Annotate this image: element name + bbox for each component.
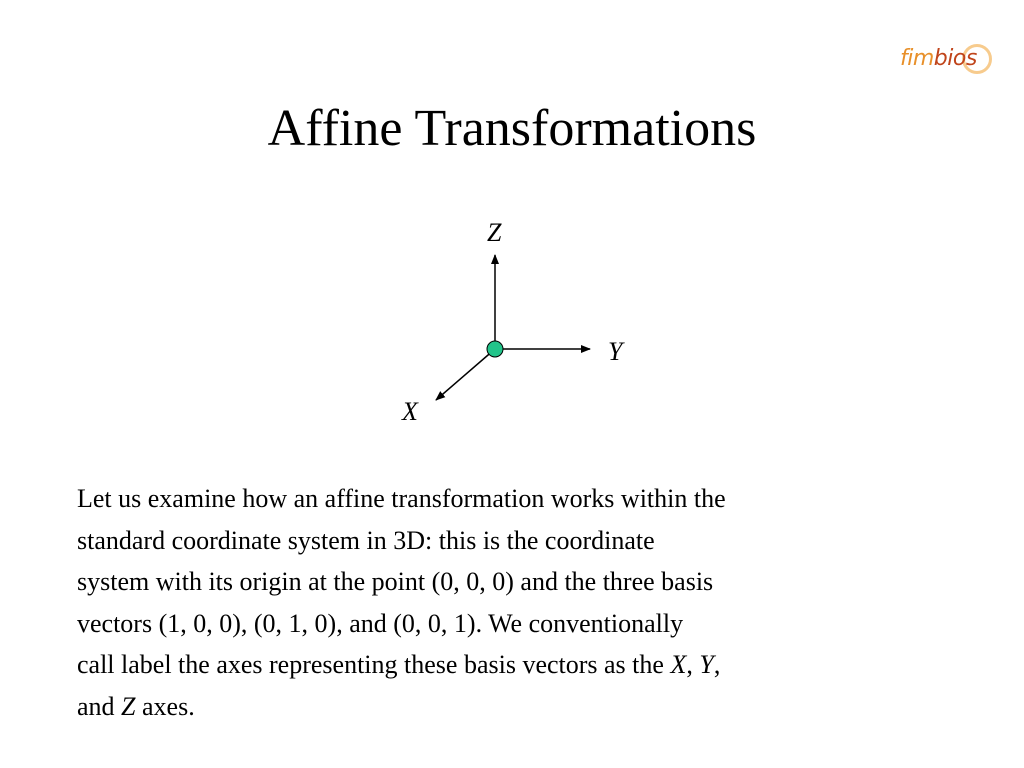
x-axis-term: X: [670, 650, 687, 679]
body-line: [77, 644, 947, 686]
body-line: vectors (1, 0, 0), (0, 1, 0), and (0, 0, 1). We conventionally: [77, 608, 684, 638]
z-axis-term: Z: [121, 691, 136, 721]
body-line: Let us examine how an affine transformation works within the: [77, 484, 726, 513]
body-line-6-suffix: axes.: [135, 691, 195, 721]
logo-text-part1: fim: [900, 46, 934, 71]
body-line-5-text: call label the axes representing these basis vectors as the: [77, 650, 671, 679]
separator: ,: [713, 650, 721, 679]
body-paragraph: [77, 478, 947, 727]
simbios-logo: [900, 42, 992, 88]
body-line: system with its origin at the point (0, 0, 0) and the three basis: [77, 567, 714, 596]
body-line: [77, 686, 947, 728]
y-axis-label: Y: [608, 337, 623, 366]
body-line: standard coordinate system in 3D: this is the coordinate: [77, 525, 655, 555]
logo-text-part2: bios: [933, 46, 977, 71]
separator: ,: [686, 650, 700, 679]
body-line-6-text: and: [77, 691, 122, 721]
x-axis-label: X: [402, 397, 418, 426]
slide-title: Affine Transformations: [267, 100, 757, 157]
x-axis-arrow: [436, 349, 495, 400]
coordinate-axes-diagram: [380, 210, 660, 440]
logo-wordmark: [900, 46, 977, 71]
y-axis-term: Y: [699, 650, 714, 679]
origin-point: [487, 341, 503, 357]
z-axis-label: Z: [487, 218, 502, 247]
